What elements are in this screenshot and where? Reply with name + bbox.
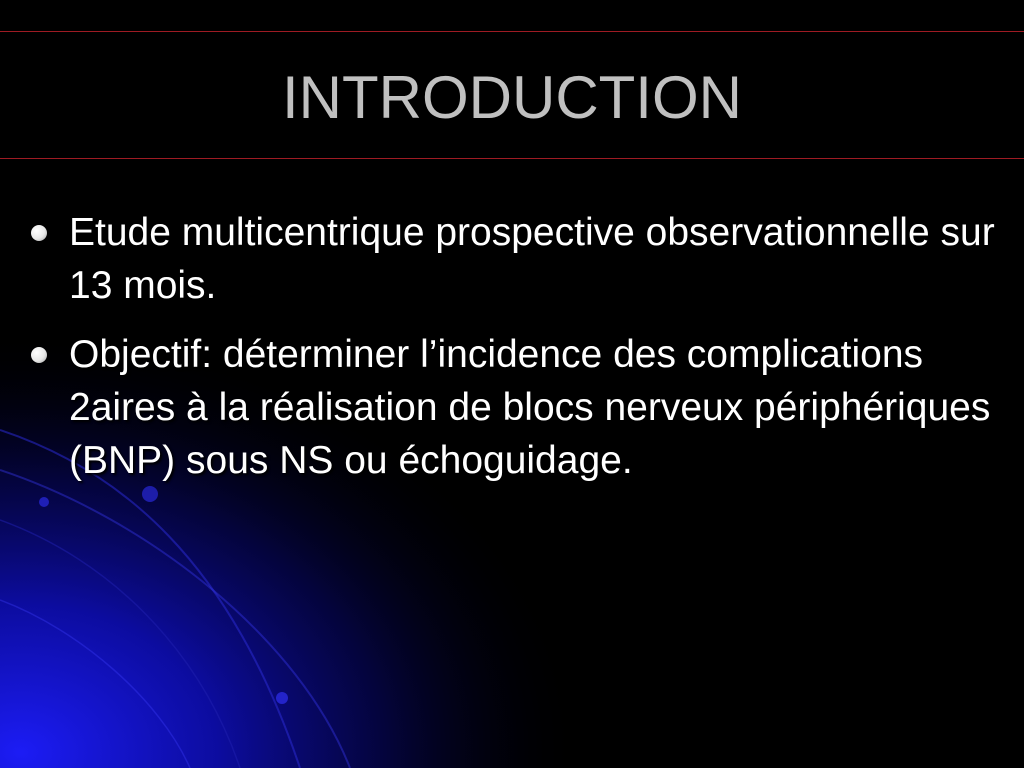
bullet-text: Objectif: déterminer l’incidence des complications 2aires à la réalisation de blocs nerveux périphériques (BNP) sous NS ou échoguidage. — [69, 333, 991, 482]
title-bottom-rule — [0, 158, 1024, 159]
bullet-list — [28, 206, 998, 503]
bullet-dot-icon — [31, 225, 47, 241]
bullet-item — [28, 206, 998, 312]
bullet-item — [28, 328, 998, 487]
bullet-text: Etude multicentrique prospective observationnelle sur 13 mois. — [69, 211, 995, 307]
slide-title: INTRODUCTION — [282, 64, 742, 131]
title-top-rule — [0, 31, 1024, 32]
bullet-dot-icon — [31, 347, 47, 363]
